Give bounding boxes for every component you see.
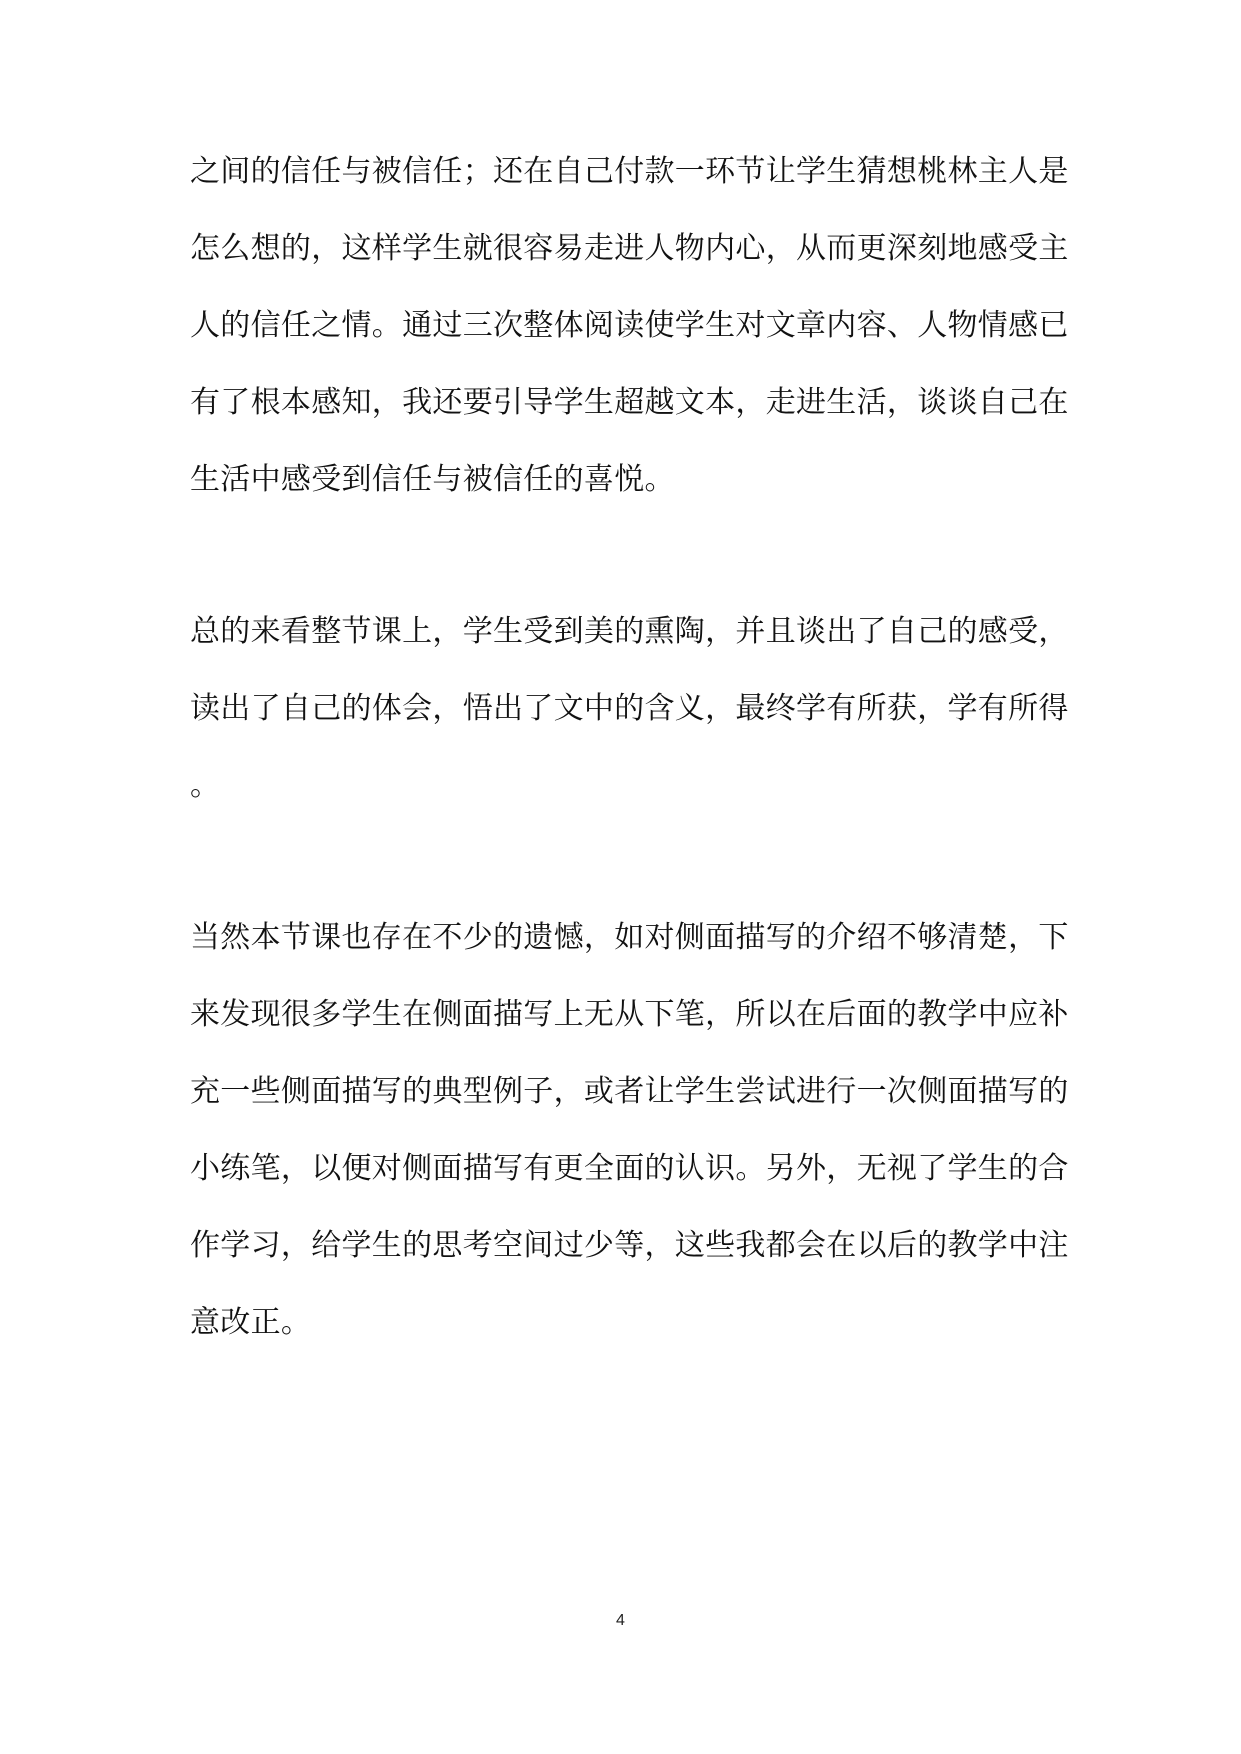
paragraph-2-line-2: 读出了自己的体会，悟出了文中的含义，最终学有所获，学有所得 bbox=[190, 691, 1069, 726]
page-number: 4 bbox=[616, 1612, 625, 1629]
paragraph-3-line-4: 小练笔，以便对侧面描写有更全面的认识。另外，无视了学生的合 bbox=[190, 1151, 1069, 1186]
paragraph-1-line-4: 有了根本感知，我还要引导学生超越文本，走进生活，谈谈自己在 bbox=[190, 385, 1069, 420]
paragraph-2-line-1: 总的来看整节课上，学生受到美的熏陶，并且谈出了自己的感受， bbox=[190, 614, 1069, 649]
paragraph-3-line-5: 作学习，给学生的思考空间过少等，这些我都会在以后的教学中注 bbox=[190, 1228, 1069, 1263]
paragraph-1-line-5: 生活中感受到信任与被信任的喜悦。 bbox=[190, 462, 675, 497]
paragraph-2-line-3: 。 bbox=[190, 768, 221, 803]
paragraph-1-line-3: 人的信任之情。通过三次整体阅读使学生对文章内容、人物情感已 bbox=[190, 308, 1069, 343]
paragraph-3-line-3: 充一些侧面描写的典型例子，或者让学生尝试进行一次侧面描写的 bbox=[190, 1074, 1069, 1109]
paragraph-1-line-2: 怎么想的，这样学生就很容易走进人物内心，从而更深刻地感受主 bbox=[190, 231, 1069, 266]
paragraph-3-line-2: 来发现很多学生在侧面描写上无从下笔，所以在后面的教学中应补 bbox=[190, 997, 1069, 1032]
paragraph-3-line-1: 当然本节课也存在不少的遗憾，如对侧面描写的介绍不够清楚，下 bbox=[190, 920, 1069, 955]
paragraph-3-line-6: 意改正。 bbox=[190, 1305, 312, 1340]
paragraph-1-line-1: 之间的信任与被信任；还在自己付款一环节让学生猜想桃林主人是 bbox=[190, 154, 1069, 189]
